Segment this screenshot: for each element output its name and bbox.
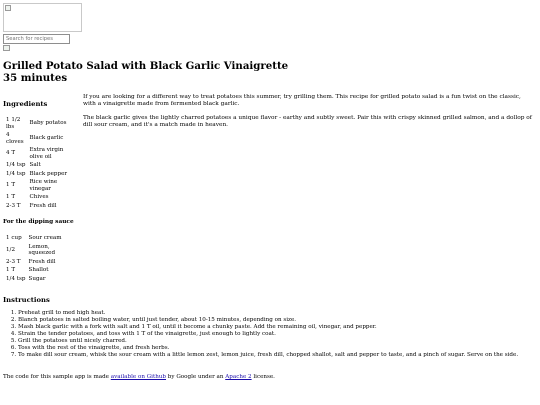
ingredient-quantity: 4 cloves	[6, 132, 24, 145]
instruction-step: 2. Blanch potatoes in salted boiling water, until just tender, about 10-15 minutes, depending on size.	[18, 317, 533, 324]
description-paragraph: If you are looking for a different way to treat potatoes this summer, try grilling them. This recipe for grilled potato salad is a fun twist on the classic, with a vinaigrette made from fermented black garlic.	[83, 94, 521, 107]
recipe-name: Grilled Potato Salad with Black Garlic Vinaigrette	[3, 60, 289, 72]
ingredient-quantity: 1 1/2 lbs	[6, 117, 21, 130]
ingredient-row	[5, 243, 78, 258]
ingredient-row	[5, 275, 78, 284]
broken-image-icon	[3, 45, 10, 51]
github-link[interactable]: available on Github	[110, 374, 167, 380]
footer-text: by Google under an	[166, 374, 226, 380]
ingredient-row	[5, 161, 78, 170]
ingredient-row	[5, 234, 78, 243]
ingredient-quantity: 1 T	[6, 267, 16, 273]
ingredient-row	[5, 131, 78, 146]
footer	[3, 374, 275, 380]
ingredient-name: Fresh dill	[29, 202, 57, 209]
ingredient-quantity: 2-3 T	[6, 258, 21, 265]
instruction-step: 4. Strain the tender potatoes, and toss with 1 T of the vinaigrette, just enough to lightly coat.	[18, 331, 533, 338]
footer-text: license.	[251, 374, 275, 380]
ingredient-name: Extra virgin olive oil	[29, 147, 64, 160]
ingredient-quantity: 1/2	[6, 246, 16, 253]
ingredient-name: Sour cream	[28, 235, 62, 241]
ingredients-table	[4, 116, 79, 210]
ingredient-quantity: 4 T	[6, 150, 16, 157]
logo-image	[3, 3, 82, 32]
ingredient-name: Sugar	[28, 275, 46, 282]
ingredient-name: Shallot	[28, 267, 49, 273]
ingredient-quantity: 1/4 tsp	[6, 170, 26, 177]
ingredients-heading: Ingredients	[3, 100, 48, 108]
sauce-heading: For the dipping sauce	[3, 219, 74, 225]
instructions-list	[3, 310, 533, 359]
instruction-step: 3. Mash black garlic with a fork with salt and 1 T oil, until it become a chunky paste. Add the remaining oil, vinegar, and pepper.	[18, 324, 533, 331]
ingredient-quantity: 1 T	[6, 194, 16, 200]
search-input[interactable]	[3, 34, 70, 44]
instruction-step: 1. Preheat grill to med high heat.	[18, 310, 533, 317]
instructions-section	[3, 296, 533, 359]
ingredient-row	[5, 170, 78, 179]
ingredient-name: Fresh dill	[28, 258, 56, 265]
ingredient-row	[5, 202, 78, 211]
ingredient-quantity: 2-3 T	[6, 202, 21, 209]
ingredient-name: Rice wine vinegar	[29, 179, 58, 192]
ingredient-row	[5, 116, 78, 131]
instruction-step: 7. To make dill sour cream, whisk the sour cream with a little lemon zest, lemon juice, fresh dill, chopped shallot, salt and pepper to taste, and a pinch of sugar. Serve on the side.	[18, 352, 533, 359]
ingredient-row	[5, 178, 78, 193]
recipe-duration: 35 minutes	[3, 71, 68, 84]
ingredient-name: Black garlic	[29, 135, 64, 142]
ingredient-row	[5, 258, 78, 267]
ingredient-name: Chives	[29, 194, 49, 200]
ingredient-row	[5, 266, 78, 275]
ingredient-name: Black pepper	[29, 170, 68, 177]
ingredient-name: Salt	[29, 162, 41, 168]
description-paragraph: The black garlic gives the lightly charred potatoes a unique flavor - earthy and subtly sweet. Pair this with crispy skinned grilled salmon, and a dollop of dill sour cream, and it's a match made in heaven.	[83, 115, 532, 128]
footer-text: The code for this sample app is made	[3, 374, 111, 380]
ingredient-row	[5, 193, 78, 202]
broken-image-icon	[5, 5, 11, 11]
recipe-description	[83, 94, 535, 136]
instructions-heading: Instructions	[3, 296, 50, 304]
ingredients-panel	[3, 96, 79, 283]
ingredient-name: Baby potatos	[29, 120, 67, 127]
ingredient-quantity: 1 T	[6, 182, 16, 189]
ingredient-quantity: 1/4 tsp	[6, 275, 26, 282]
sauce-ingredients-table	[4, 234, 79, 283]
ingredient-name: Lemon, squeezed	[28, 243, 56, 256]
ingredient-quantity: 1/4 tsp	[6, 162, 26, 168]
ingredient-row	[5, 146, 78, 161]
instruction-step: 6. Toss with the rest of the vinaigrette, and fresh herbs.	[18, 345, 533, 352]
recipe-title	[3, 61, 288, 84]
ingredient-quantity: 1 cup	[6, 235, 22, 241]
license-link[interactable]: Apache 2	[225, 374, 252, 380]
instruction-step: 5. Grill the potatoes until nicely charred.	[18, 338, 533, 345]
